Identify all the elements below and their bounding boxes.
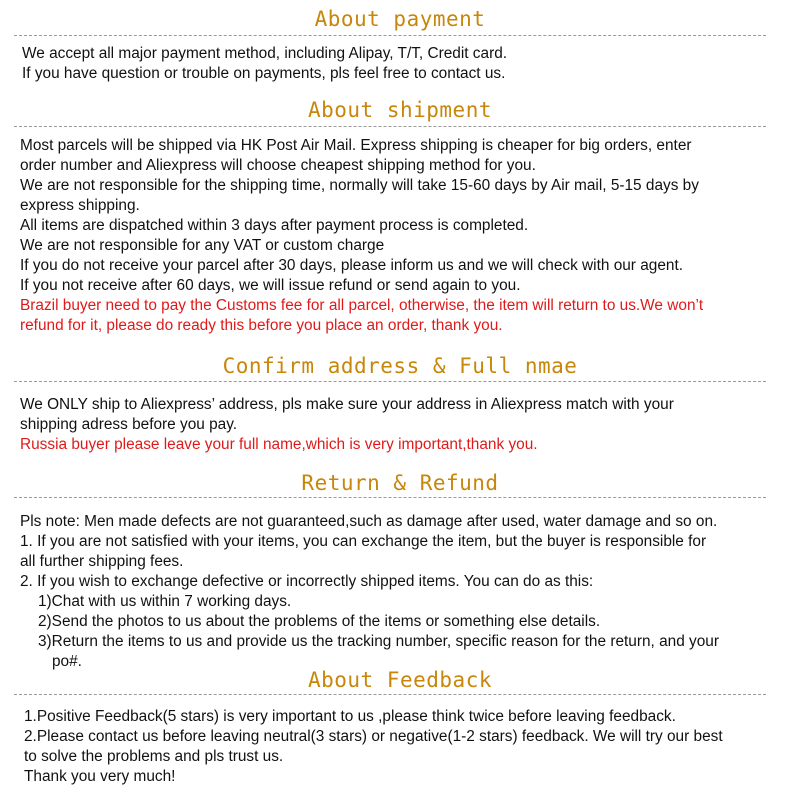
address-line: We ONLY ship to Aliexpress’ address, pls make sure your address in Aliexpress match with your xyxy=(20,396,674,413)
shipment-line: If you do not receive your parcel after 30 days, please inform us and we will check with our agent. xyxy=(20,257,683,274)
refund-step-continued: po#. xyxy=(52,653,82,670)
refund-step: 2)Send the photos to us about the problems of the items or something else details. xyxy=(38,613,601,630)
shipment-text xyxy=(20,136,703,336)
shipment-line: If you not receive after 60 days, we will issue refund or send again to you. xyxy=(20,277,521,294)
feedback-line: to solve the problems and pls trust us. xyxy=(24,748,284,765)
shipment-line: We are not responsible for the shipping time, normally will take 15-60 days by Air mail, 5-15 days by xyxy=(20,177,699,194)
payment-divider xyxy=(14,35,766,36)
feedback-line: 2.Please contact us before leaving neutral(3 stars) or negative(1-2 stars) feedback. We will try our best xyxy=(24,728,723,745)
feedback-heading: About Feedback xyxy=(307,668,492,692)
address-heading: Confirm address & Full nmae xyxy=(222,354,578,378)
address-line: shipping adress before you pay. xyxy=(20,416,238,433)
refund-line: all further shipping fees. xyxy=(20,553,184,570)
shipment-line: express shipping. xyxy=(20,197,140,214)
shipment-line: order number and Aliexpress will choose cheapest shipping method for you. xyxy=(20,157,536,174)
shipment-divider xyxy=(14,126,766,127)
address-divider xyxy=(14,381,766,382)
shipment-line: Most parcels will be shipped via HK Post Air Mail. Express shipping is cheaper for big orders, enter xyxy=(20,137,692,154)
refund-line: 1. If you are not satisfied with your items, you can exchange the item, but the buyer is responsible for xyxy=(20,533,707,550)
shipment-line: We are not responsible for any VAT or custom charge xyxy=(20,237,385,254)
shipment-line: All items are dispatched within 3 days after payment process is completed. xyxy=(20,217,529,234)
feedback-line: Thank you very much! xyxy=(24,768,176,785)
refund-line: Pls note: Men made defects are not guaranteed,such as damage after used, water damage and so on. xyxy=(20,513,718,530)
refund-heading: Return & Refund xyxy=(301,471,499,495)
refund-line: 2. If you wish to exchange defective or incorrectly shipped items. You can do as this: xyxy=(20,573,594,590)
refund-step: 3)Return the items to us and provide us the tracking number, specific reason for the return, and your xyxy=(38,633,719,650)
brazil-warning-line: Brazil buyer need to pay the Customs fee for all parcel, otherwise, the item will return to us.We won’t xyxy=(20,297,704,314)
payment-text xyxy=(22,44,507,84)
feedback-divider xyxy=(14,694,766,695)
refund-divider xyxy=(14,497,766,498)
feedback-line: 1.Positive Feedback(5 stars) is very important to us ,please think twice before leaving feedback. xyxy=(24,708,676,725)
payment-line: If you have question or trouble on payments, pls feel free to contact us. xyxy=(22,65,506,82)
russia-warning-line: Russia buyer please leave your full name,which is very important,thank you. xyxy=(20,436,538,453)
feedback-text xyxy=(24,707,723,787)
brazil-warning-line: refund for it, please do ready this before you place an order, thank you. xyxy=(20,317,503,334)
refund-text xyxy=(20,512,719,672)
address-text xyxy=(20,395,674,455)
refund-step: 1)Chat with us within 7 working days. xyxy=(38,593,292,610)
shipment-heading: About shipment xyxy=(307,98,492,122)
payment-heading: About payment xyxy=(314,7,486,31)
payment-line: We accept all major payment method, including Alipay, T/T, Credit card. xyxy=(22,45,508,62)
